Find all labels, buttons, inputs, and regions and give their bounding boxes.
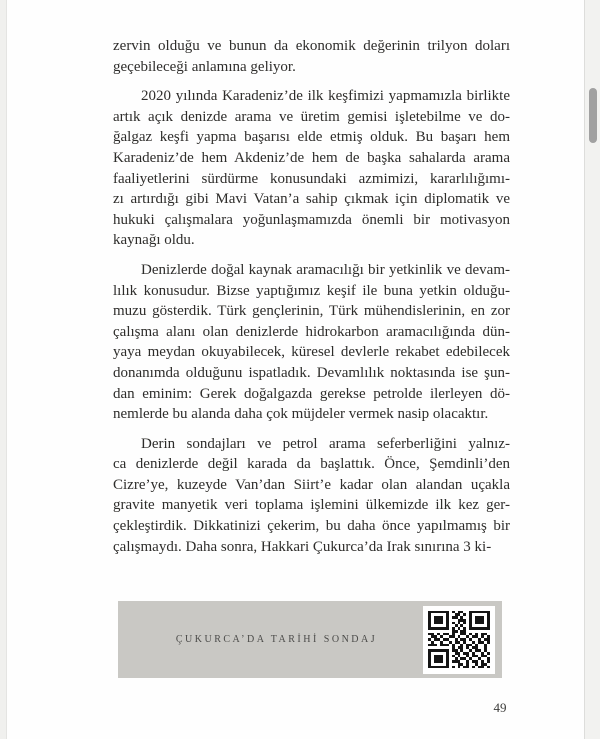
text-line: çalışmaydı. Daha sonra, Hakkari Çukurca’da Irak sınırına 3 ki- bbox=[113, 538, 492, 555]
text-line: Derin sondajları ve petrol arama seferberliğini yalnız- bbox=[141, 435, 510, 452]
text-line: zı artırdığı gibi Mavi Vatan’a sahip çıkmak için diplomatik ve bbox=[113, 191, 510, 208]
page-left-edge bbox=[0, 0, 7, 739]
text-line: artık açık denizde arama ve üretim gemisi işletebilme ve do- bbox=[113, 108, 510, 125]
qr-grid bbox=[428, 611, 490, 669]
text-line: zervin olduğu ve bunun da ekonomik değerinin trilyon doları bbox=[113, 38, 510, 54]
text-line: çalışma alanı olan denizlerde hidrokarbon aramacılığında dün- bbox=[113, 323, 510, 340]
text-line: Karadeniz’de hem Akdeniz’de hem de başka sahalarda arama bbox=[113, 149, 510, 166]
paragraph bbox=[113, 434, 510, 558]
paragraph bbox=[113, 86, 510, 251]
text-line: ca denizlerde değil karada da başlattık. Önce, Şemdinli’den bbox=[113, 456, 510, 473]
paragraph bbox=[113, 36, 510, 77]
text-line: ğalgaz keşfi yapma başarısı elde etmiş olduk. Bu başarı hem bbox=[113, 129, 510, 146]
paragraph bbox=[113, 260, 510, 425]
text-line: hukuki çalışmalara yoğunlaşmamızda önemli bir motivasyon bbox=[113, 211, 510, 228]
body-text bbox=[113, 36, 510, 557]
text-line: Cizre’ye, kuzeyde Van’dan Siirt’e kadar olan alandan uçakla bbox=[113, 476, 510, 493]
text-line: nemlerde bu alanda daha çok müjdeler vermek nasip olacaktır. bbox=[113, 406, 489, 423]
text-line: dan eminim: Gerek doğalgazda gerekse petrolde ilerleyen dö- bbox=[113, 385, 510, 402]
caption-box bbox=[118, 601, 502, 678]
scrollbar-track[interactable] bbox=[584, 0, 600, 739]
page-number: 49 bbox=[493, 700, 507, 715]
text-line: çekleştirdik. Dikkatinizi çekerim, bu daha önce yapılmamış bir bbox=[113, 518, 510, 535]
text-line: lılık konusudur. Bizse yaptığımız keşif ile buna yetkin olduğu- bbox=[113, 282, 510, 299]
text-line: geçebileceği anlamına geliyor. bbox=[113, 58, 296, 75]
scrollbar-thumb[interactable] bbox=[589, 88, 597, 143]
text-line: faaliyetlerini sürdürme konusundaki azmimizi, kararlılığımı- bbox=[113, 170, 510, 187]
qr-code-icon[interactable] bbox=[423, 606, 495, 674]
text-line: kaynağı oldu. bbox=[113, 232, 195, 249]
caption-label: ÇUKURCA’DA TARİHİ SONDAJ bbox=[175, 634, 378, 645]
text-line: gravite manyetik veri toplama işlemini ülkemizde ilk kez ger- bbox=[113, 497, 510, 514]
text-line: donanımda olduğunu ispatladık. Devamlılık noktasında ise şun- bbox=[113, 364, 510, 381]
text-line: Denizlerde doğal kaynak aramacılığı bir yetkinlik ve devam- bbox=[141, 261, 510, 278]
text-line: 2020 yılında Karadeniz’de ilk keşfimizi yapmamızla birlikte bbox=[141, 88, 510, 105]
text-line: yaya meydan okuyabilecek, küresel devlerle rekabet edebilecek bbox=[113, 344, 510, 361]
text-line: muzu gösterdik. Türk gençlerinin, Türk mühendislerinin, en zor bbox=[113, 303, 510, 320]
